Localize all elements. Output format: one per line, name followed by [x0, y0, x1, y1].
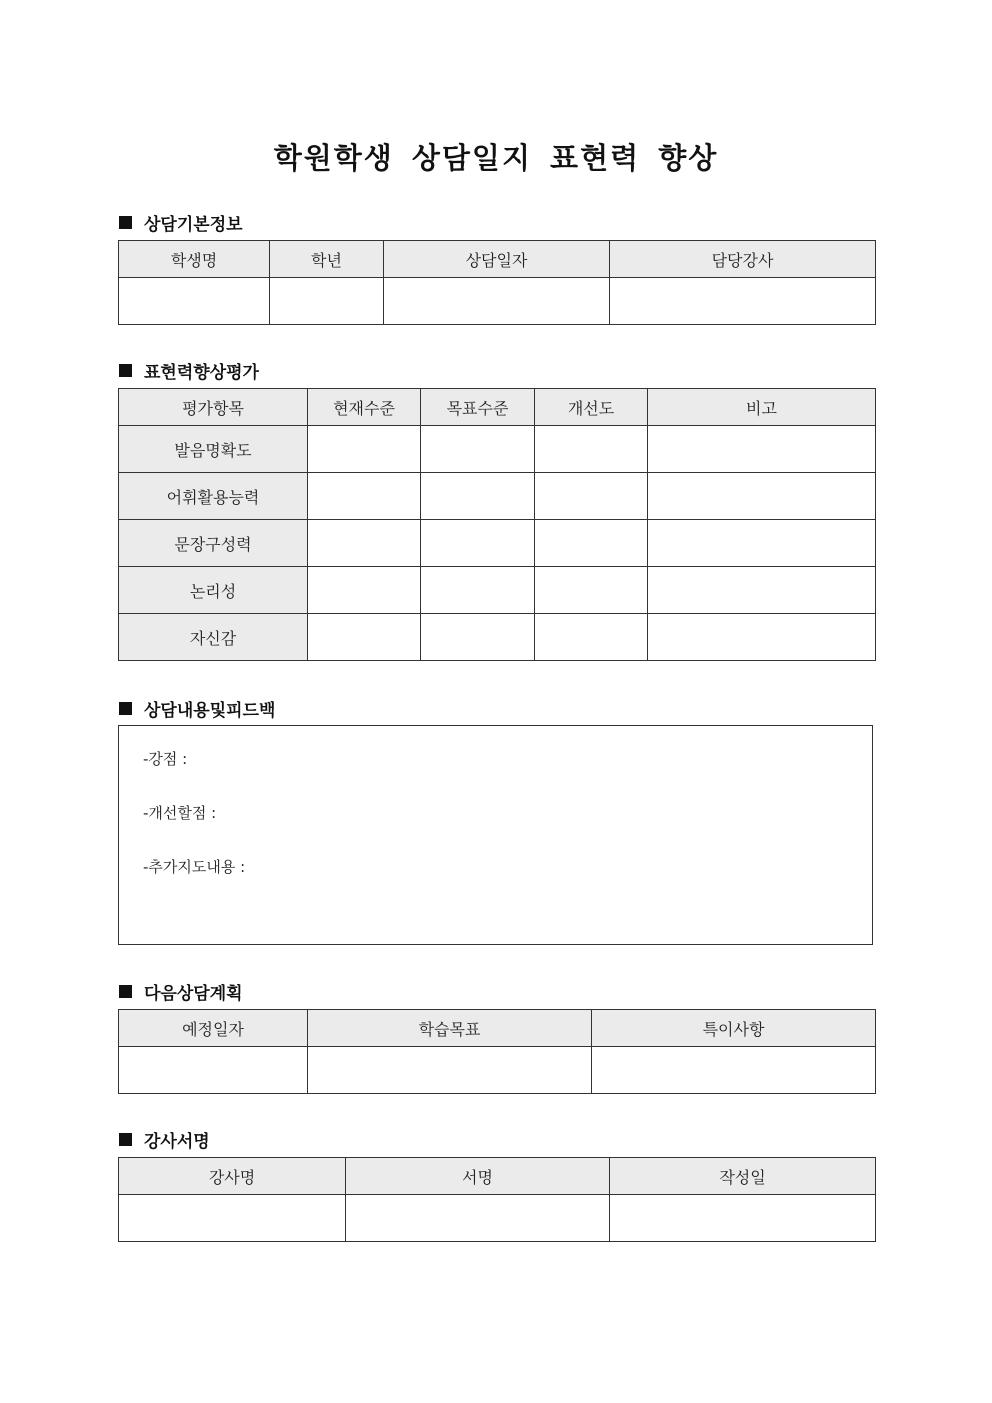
header-special-notes: 특이사항	[592, 1010, 876, 1047]
section-heading-label: 상담기본정보	[144, 215, 243, 235]
header-remarks: 비고	[648, 389, 876, 426]
eval-item-label: 발음명확도	[119, 426, 308, 473]
signature-table	[118, 1157, 876, 1242]
header-signature: 서명	[346, 1158, 610, 1195]
header-teacher: 담당강사	[610, 241, 876, 278]
table-row	[119, 520, 876, 567]
table-cell[interactable]	[535, 426, 648, 473]
header-teacher-name: 강사명	[119, 1158, 346, 1195]
section-heading-label: 다음상담계획	[144, 984, 243, 1004]
eval-item-label: 논리성	[119, 567, 308, 614]
header-target-level: 목표수준	[421, 389, 535, 426]
square-bullet-icon	[119, 364, 132, 377]
square-bullet-icon	[119, 985, 132, 998]
header-scheduled-date: 예정일자	[119, 1010, 308, 1047]
header-improvement: 개선도	[535, 389, 648, 426]
basic-info-table	[118, 240, 876, 325]
table-cell[interactable]	[648, 473, 876, 520]
table-cell[interactable]	[421, 614, 535, 661]
plan-table	[118, 1009, 876, 1094]
table-cell[interactable]	[535, 473, 648, 520]
table-cell[interactable]	[421, 473, 535, 520]
table-cell[interactable]	[421, 567, 535, 614]
eval-item-label: 문장구성력	[119, 520, 308, 567]
learning-goal-cell[interactable]	[308, 1047, 592, 1094]
section-heading-label: 강사서명	[144, 1132, 210, 1152]
header-learning-goal: 학습목표	[308, 1010, 592, 1047]
table-row	[119, 426, 876, 473]
square-bullet-icon	[119, 702, 132, 715]
table-row	[119, 567, 876, 614]
feedback-box[interactable]	[118, 725, 873, 945]
student-name-cell[interactable]	[119, 278, 270, 325]
table-cell[interactable]	[648, 614, 876, 661]
counsel-date-cell[interactable]	[384, 278, 610, 325]
header-written-date: 작성일	[610, 1158, 876, 1195]
scheduled-date-cell[interactable]	[119, 1047, 308, 1094]
table-cell[interactable]	[648, 520, 876, 567]
section-heading-evaluation	[119, 358, 259, 383]
table-row	[119, 614, 876, 661]
special-notes-cell[interactable]	[592, 1047, 876, 1094]
square-bullet-icon	[119, 1133, 132, 1146]
table-cell[interactable]	[421, 520, 535, 567]
document-title: 학원학생 상담일지 표현력 향상	[273, 141, 719, 175]
section-heading-plan	[119, 979, 243, 1004]
table-row	[119, 473, 876, 520]
table-cell[interactable]	[308, 473, 421, 520]
section-heading-signature	[119, 1127, 210, 1152]
grade-cell[interactable]	[270, 278, 384, 325]
header-counsel-date: 상담일자	[384, 241, 610, 278]
table-cell[interactable]	[421, 426, 535, 473]
table-cell[interactable]	[535, 520, 648, 567]
header-current-level: 현재수준	[308, 389, 421, 426]
header-student-name: 학생명	[119, 241, 270, 278]
table-cell[interactable]	[308, 520, 421, 567]
eval-item-label: 자신감	[119, 614, 308, 661]
written-date-cell[interactable]	[610, 1195, 876, 1242]
square-bullet-icon	[119, 216, 132, 229]
table-cell[interactable]	[535, 567, 648, 614]
table-cell[interactable]	[535, 614, 648, 661]
teacher-name-cell[interactable]	[119, 1195, 346, 1242]
section-heading-feedback	[119, 696, 275, 721]
header-eval-item: 평가항목	[119, 389, 308, 426]
table-cell[interactable]	[308, 426, 421, 473]
strengths-line: -강점 :	[143, 750, 188, 768]
section-heading-label: 상담내용및피드백	[144, 701, 276, 721]
evaluation-table	[118, 388, 876, 661]
additional-guidance-line: -추가지도내용 :	[143, 858, 246, 876]
signature-cell[interactable]	[346, 1195, 610, 1242]
header-grade: 학년	[270, 241, 384, 278]
eval-item-label: 어휘활용능력	[119, 473, 308, 520]
teacher-cell[interactable]	[610, 278, 876, 325]
table-cell[interactable]	[308, 614, 421, 661]
section-heading-basic	[119, 210, 243, 235]
section-heading-label: 표현력향상평가	[144, 363, 259, 383]
table-cell[interactable]	[648, 567, 876, 614]
table-cell[interactable]	[648, 426, 876, 473]
improvements-line: -개선할점 :	[143, 804, 217, 822]
table-cell[interactable]	[308, 567, 421, 614]
